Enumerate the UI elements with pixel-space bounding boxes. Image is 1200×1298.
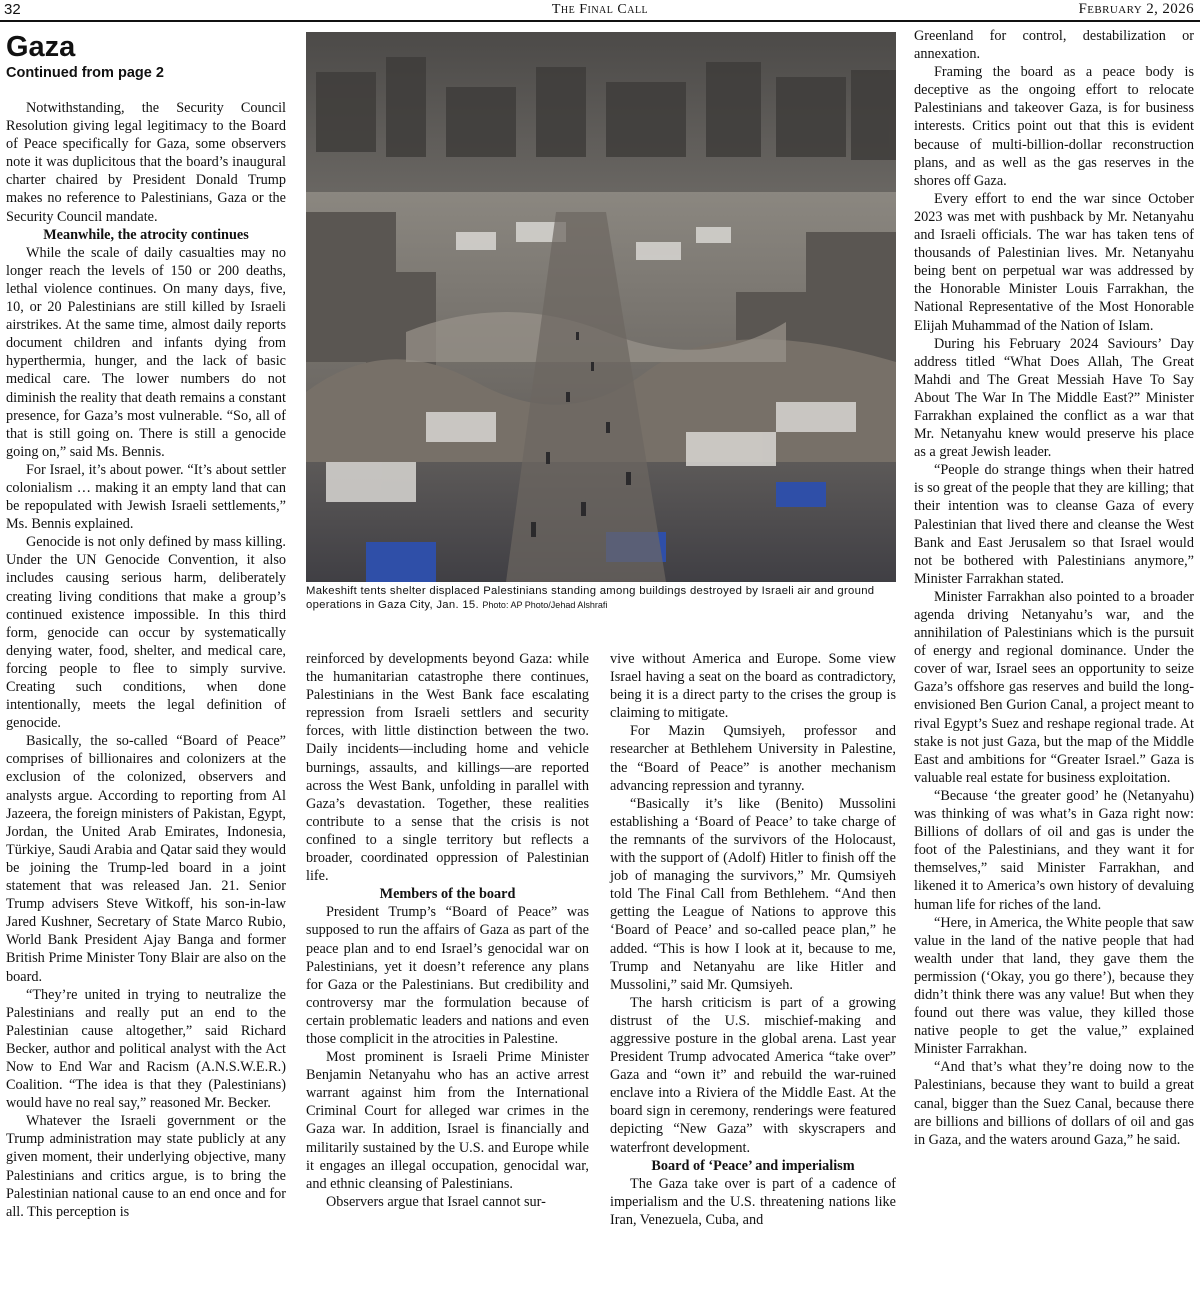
- photo-illustration: [306, 32, 896, 582]
- paragraph: During his February 2024 Saviours’ Day address titled “What Does Allah, The Great Mahdi and The Great Messiah Have To Say About The War In The Middle East?” Minister Farrakhan explained the conflict as a war that Mr. Netanyahu knew would preserve his place as a great Jewish leader.: [914, 335, 1194, 461]
- subhead: Board of ‘Peace’ and imperialism: [651, 1157, 855, 1174]
- paragraph: Whatever the Israeli government or the Trump administration may state publicly at any given moment, their underlying objective, many Palestinians and critics argue, is to bring the Palestinian national cause to an end once and for all. This perception is: [6, 1113, 286, 1220]
- publication-name: The Final Call: [551, 2, 649, 17]
- paragraph: Framing the board as a peace body is deceptive as the ongoing effort to relocate Palestinians and takeover Gaza, is for business interests. Critics point out that this is evident because of multi-billion-dollar reconstruction plans, and as well as the gas reserves in the shores off Gaza.: [914, 64, 1194, 189]
- paragraph: Basically, the so-called “Board of Peace” comprises of billionaires and colonizers at the exclusion of the colonized, observers and analysts argue. According to reporting from Al Jazeera, the foreign ministers of Pakistan, Egypt, Jordan, the United Arab Emirates, Indonesia, Türkiye, Saudi Arabia and Qatar said they would be joining the Trump-led board in a joint statement that was released Jan. 21. Senior Trump advisers Steve Witkoff, his son-in-law Jared Kushner, Secretary of State Marco Rubio, World Bank President Ajay Banga and former British Prime Minister Tony Blair are also on the board.: [6, 733, 286, 985]
- paragraph: Minister Farrakhan also pointed to a broader agenda driving Netanyahu’s war, and the annihilation of Palestinians which is the pursuit of energy and regional dominance. Under the cover of war, Israel sees an opportunity to seize Gaza’s offshore gas reserves and build the long-envisioned Ben Gurion Canal, a project meant to rival Egypt’s Suez and reshape regional trade. At stake is not just Gaza, but the map of the Middle East and ambitions for “Greater Israel.” Gaza is valuable real estate for business exploitation.: [914, 588, 1194, 786]
- issue-date: February 2, 2026: [1078, 1, 1194, 17]
- paragraph: Most prominent is Israeli Prime Minister Benjamin Netanyahu who has an active arrest warrant against him from the International Criminal Court for alleged war crimes in the Gaza war. In addition, Israel is financially and militarily sustained by the U.S. and Europe while it engages an illegal occupation, genocidal war, and ethnic cleansing of Palestinians.: [306, 1049, 589, 1192]
- photo-credit: Photo: AP Photo/Jehad Alshrafi: [482, 600, 608, 611]
- page-header: [0, 0, 1200, 22]
- paragraph: vive without America and Europe. Some view Israel having a seat on the board as contradictory, being it is a direct party to the crises the group is claiming to mitigate.: [610, 651, 896, 722]
- caption-text: Makeshift tents shelter displaced Palestinians standing among buildings destroyed by Israeli air and ground operations in Gaza City, Jan. 15.: [306, 585, 875, 612]
- column-4: [914, 27, 1194, 1149]
- paragraph: “Because ‘the greater good’ he (Netanyahu) was thinking of was what’s in Gaza right now: Billions of dollars of oil and gas is under the foot of the Palestinians, and they want it for themselves,” said Minister Farrakhan, and likened it to America’s own history of devaluing human life for riches of the land.: [914, 787, 1194, 913]
- subhead: Members of the board: [379, 886, 516, 903]
- subhead: Meanwhile, the atrocity continues: [43, 226, 249, 243]
- paragraph: “People do strange things when their hatred is so great of the people that they are killing; that their intention was to cleanse Gaza of every Palestinian that lived there and cleanse the West Bank and East Jerusalem so that Israel would not be bothered with Palestinians anymore,” Minister Farrakhan stated.: [914, 462, 1194, 587]
- paragraph: Genocide is not only defined by mass killing. Under the UN Genocide Convention, it also includes causing serious harm, deliberately creating living conditions that make a group’s continued existence impossible. In this third form, genocide can occur by systematically denying water, food, shelter, and medical care, forcing people to flee to simply survive. Creating such conditions, when done intentionally, meets the legal definition of genocide.: [6, 534, 286, 732]
- paragraph: Every effort to end the war since October 2023 was met with pushback by Mr. Netanyahu and Israeli officials. The war has taken tens of thousands of Palestinian lives. Mr. Netanyahu being bent on perpetual war was addressed by the Honorable Minister Louis Farrakhan, the National Representative of the Most Honorable Elijah Muhammad of the Nation of Islam.: [914, 190, 1194, 334]
- paragraph: Notwithstanding, the Security Council Resolution giving legal legitimacy to the Board of Peace specifically for Gaza, some observers note it was duplicitous that the board’s inaugural charter chaired by President Donald Trump makes no reference to Palestinians, Gaza or the Security Council mandate.: [6, 100, 286, 225]
- column-3: [610, 650, 896, 1229]
- column-1: [6, 99, 286, 1221]
- paragraph: For Mazin Qumsiyeh, professor and researcher at Bethlehem University in Palestine, the “Board of Peace” is another mechanism advancing repression and tyranny.: [610, 723, 896, 794]
- photo-caption: [306, 584, 898, 612]
- paragraph: “They’re united in trying to neutralize the Palestinians and really put an end to the Palestinian cause altogether,” said Richard Becker, author and political analyst with the Act Now to End War and Racism (A.N.S.W.E.R.) Coalition. “The idea is that they (Palestinians) would have no real say,” reasoned Mr. Becker.: [6, 986, 286, 1112]
- page-number: 32: [4, 1, 21, 18]
- paragraph: The harsh criticism is part of a growing distrust of the U.S. mischief-making and aggressive posture in the global arena. Last year President Trump advocated America “take over” Gaza and “own it” and rebuild the war-ruined enclave into a Riviera of the Middle East. At the board sign in ceremony, renderings were featured depicting “New Gaza” with skyscrapers and waterfront development.: [610, 994, 896, 1156]
- paragraph: “Here, in America, the White people that saw value in the land of the native people that had wealth under that land, they gave them the permission (‘Okay, you go there’), because they didn’t think there was any value! But when they found out there was value, they killed those native people to get the value,” explained Minister Farrakhan.: [914, 914, 1194, 1058]
- news-photo-gaza-destruction: [306, 32, 896, 582]
- paragraph: President Trump’s “Board of Peace” was supposed to run the affairs of Gaza as part of the peace plan and to end Israel’s genocidal war on Palestinians, yet it doesn’t reference any plans for Gaza or the Palestinians. But credibility and controversy mar the formulation because of certain problematic leaders and nations and even those complicit in the atrocities in Palestine.: [306, 904, 589, 1047]
- paragraph: “Basically it’s like (Benito) Mussolini establishing a ‘Board of Peace’ to take charge of the remnants of the survivors of the Holocaust, with the support of (Adolf) Hitler to finish off the job of managing the survivors,” Mr. Qumsiyeh told The Final Call from Bethlehem. “And then getting the League of Nations to approve this ‘Board of Peace’ and so-called peace plan,” he added. “This is how I look at it, because to me, Trump and Netanyahu are like Hitler and Mussolini,” said Mr. Qumsiyeh.: [610, 795, 896, 993]
- paragraph: “And that’s what they’re doing now to the Palestinians, because they want to build a great canal, bigger than the Suez Canal, because there are billions and billions of dollars of oil and gas in Gaza, and the waters around Gaza,” he said.: [914, 1059, 1194, 1148]
- paragraph: Observers argue that Israel cannot sur-: [326, 1193, 546, 1210]
- column-2: [306, 650, 589, 1211]
- paragraph: Greenland for control, destabilization or annexation.: [914, 28, 1194, 63]
- paragraph: The Gaza take over is part of a cadence of imperialism and the U.S. threatening nations like Iran, Venezuela, Cuba, and: [610, 1175, 896, 1228]
- paragraph: For Israel, it’s about power. “It’s about settler colonialism … making it an empty land that can be repopulated with Jewish Israeli settlements,” Ms. Bennis explained.: [6, 461, 286, 533]
- paragraph: reinforced by developments beyond Gaza: while the humanitarian catastrophe there continues, Palestinians in the West Bank face escalating repression from Israeli settlers and security forces, with little distinction between the two. Daily incidents—including home and vehicle burnings, assaults, and killings—are reported across the West Bank, unfolding in parallel with Gaza’s devastation. Together, these realities contribute to a sense that the crisis is not confined to a single territory but reflects a broader, coordinated oppression of Palestinian life.: [306, 651, 589, 885]
- paragraph: While the scale of daily casualties may no longer reach the levels of 150 or 200 deaths, lethal violence continues. On many days, five, 10, or 20 Palestinians are still killed by Israeli airstrikes. At the same time, almost daily reports document children and infants dying from hyperthermia, hunger, and the lack of basic medical care. The lower numbers do not diminish the reality that death remains a constant presence, for Gaza’s most vulnerable. “So, all of that is still going on. There is still a genocide going on,” said Ms. Bennis.: [6, 244, 286, 460]
- article-headline: Gaza: [6, 31, 76, 63]
- continued-from-line: Continued from page 2: [6, 65, 164, 81]
